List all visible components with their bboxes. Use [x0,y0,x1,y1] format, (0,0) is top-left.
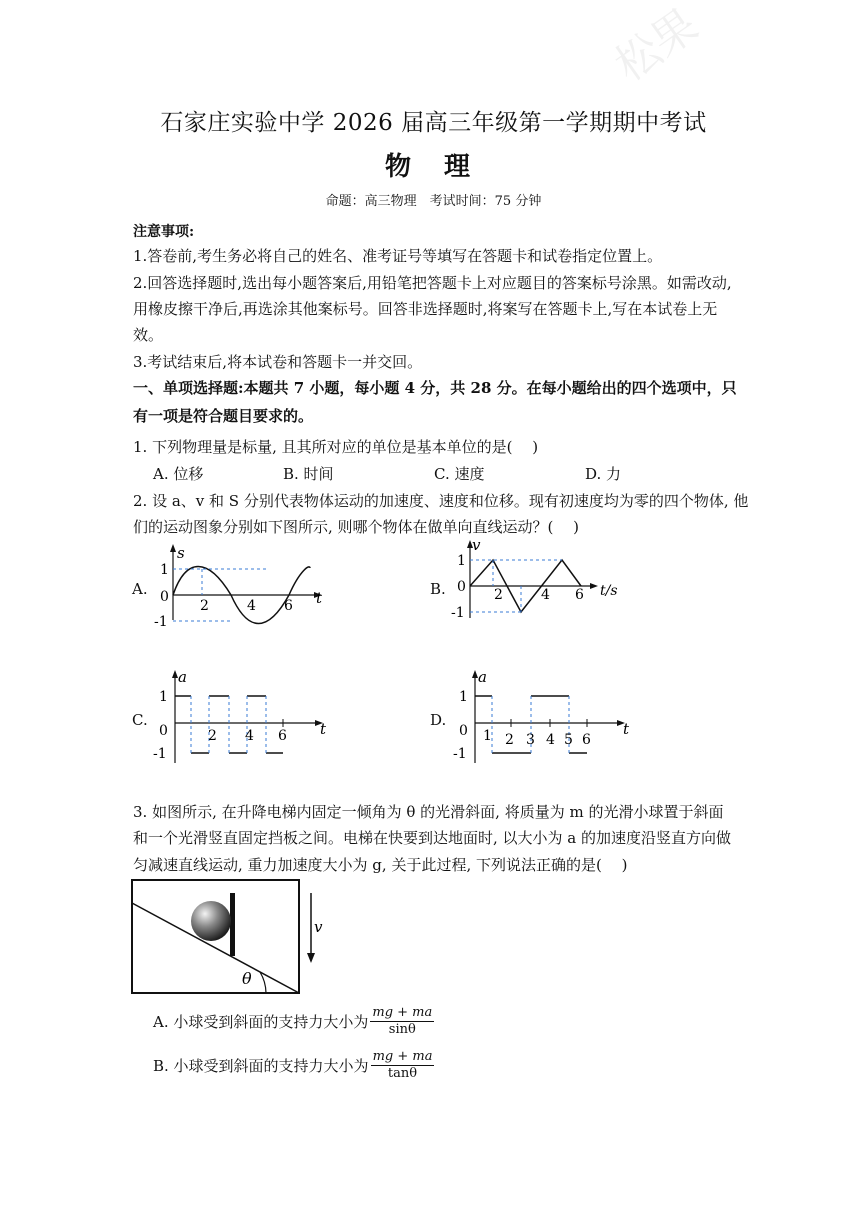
q2-graph-a [150,540,335,630]
q3-option-b-fraction [371,1049,435,1082]
q2-graph-b-ylabel: v [472,536,481,554]
q2-graph-b-xtick: 4 [541,587,550,603]
q2-graph-d [450,665,640,765]
q2-graph-a-ylabel: s [177,544,185,562]
q2-graph-b-ytick: -1 [451,605,465,621]
exam-title: 石家庄实验中学 2026 届高三年级第一学期期中考试 [160,110,707,136]
question-1-stem: 1. 下列物理量是标量, 且其所对应的单位是基本单位的是( ) [133,438,539,456]
q2-graph-d-xtick: 6 [582,732,591,748]
q2-graph-c-xtick: 2 [208,728,217,744]
q1-option-c: C. 速度 [434,465,485,483]
exam-meta: 命题：高三物理 考试时间：75 分钟 [325,194,542,209]
note-line: 3.考试结束后,将本试卷和答题卡一并交回。 [133,353,423,371]
q2-graph-a-xtick: 4 [247,598,256,614]
q2-graph-d-xlabel: t [623,720,630,738]
subject-title: 物 理 [384,152,483,182]
q2-graph-a-xlabel: t [316,589,323,607]
q3-option-a-fraction [370,1005,434,1038]
q2-graph-b [448,536,628,626]
question-3-stem: 匀减速直线运动, 重力加速度大小为 g, 关于此过程, 下列说法正确的是( ) [133,856,628,874]
note-line: 用橡皮擦干净后,再选涂其他案标号。回答非选择题时,将案写在答题卡上,写在本试卷上无 [133,300,718,318]
q2-graph-d-xtick: 3 [526,732,535,748]
question-3-stem: 和一个光滑竖直固定挡板之间。电梯在快要到达地面时, 以大小为 a 的加速度沿竖直方向做 [133,829,732,847]
q2-graph-a-xtick: 6 [284,598,293,614]
q3-angle-label: θ [242,969,252,988]
q3-velocity-label: v [314,918,323,936]
q2-option-b-label: B. [430,580,446,598]
note-line: 2.回答选择题时,选出每小题答案后,用铅笔把答题卡上对应题目的答案标号涂黑。如需改动, [133,274,732,292]
question-2-stem: 们的运动图象分别如下图所示, 则哪个物体在做单向直线运动？( ) [133,518,580,536]
q2-option-a-label: A. [132,580,148,598]
q2-graph-d-ytick: 0 [459,723,468,739]
q2-graph-b-xlabel: t/s [600,583,618,599]
q2-graph-d-xtick: 4 [546,732,555,748]
q2-graph-c-xtick: 6 [278,728,287,744]
q2-graph-b-ytick: 0 [457,579,466,595]
q2-option-c-label: C. [132,711,148,729]
q2-graph-a-ytick: 0 [160,589,169,605]
q2-graph-b-xtick: 2 [494,587,503,603]
q2-graph-d-xtick: 2 [505,732,514,748]
q2-graph-b-ytick: 1 [457,553,466,569]
q1-option-b: B. 时间 [283,465,334,483]
q2-graph-d-ytick: 1 [459,689,468,705]
q2-graph-d-xtick: 1 [483,728,492,744]
q2-graph-d-ytick: -1 [453,746,467,762]
q2-graph-a-ytick: 1 [160,562,169,578]
q3-option-b [153,1049,434,1082]
q2-graph-c-xtick: 4 [245,728,254,744]
q2-graph-c [150,665,335,765]
q3-option-b-numerator: mg + ma [372,1049,433,1064]
q2-graph-b-xtick: 6 [575,587,584,603]
q2-graph-c-ytick: -1 [153,746,167,762]
question-2-stem: 2. 设 a、v 和 S 分别代表物体运动的加速度、速度和位移。现有初速度均为零的四个物体, 他 [133,492,749,510]
question-3-stem: 3. 如图所示, 在升降电梯内固定一倾角为 θ 的光滑斜面, 将质量为 m 的光滑小球置于斜面 [133,803,724,821]
q3-option-a [153,1005,434,1038]
q3-elevator-figure [128,876,333,998]
q3-option-b-denominator: tanθ [387,1066,418,1081]
section-heading: 一、单项选择题:本题共 7 小题，每小题 4 分，共 28 分。在每小题给出的四个选项中，只 [133,379,737,397]
q2-graph-d-xtick: 5 [564,732,573,748]
q2-graph-a-ytick: -1 [154,614,168,630]
q2-graph-c-ylabel: a [178,668,187,686]
q2-graph-c-ytick: 0 [159,723,168,739]
section-heading: 有一项是符合题目要求的。 [133,407,314,425]
q3-option-a-text: A. 小球受到斜面的支持力大小为 [153,1013,369,1031]
q2-graph-d-ylabel: a [478,668,487,686]
q2-graph-c-ytick: 1 [159,689,168,705]
q3-option-a-denominator: sinθ [388,1022,416,1037]
q1-option-d: D. 力 [585,465,622,483]
q1-option-a: A. 位移 [153,465,204,483]
notes-heading: 注意事项: [133,224,195,240]
watermark: 松果 [605,0,708,92]
q3-option-a-numerator: mg + ma [372,1005,433,1020]
q2-graph-c-xlabel: t [320,720,327,738]
q2-option-d-label: D. [430,711,447,729]
note-line: 1.答卷前,考生务必将自己的姓名、准考证号等填写在答题卡和试卷指定位置上。 [133,247,663,265]
q2-graph-a-xtick: 2 [200,598,209,614]
note-line: 效。 [133,326,164,344]
q3-option-b-text: B. 小球受到斜面的支持力大小为 [153,1057,369,1075]
